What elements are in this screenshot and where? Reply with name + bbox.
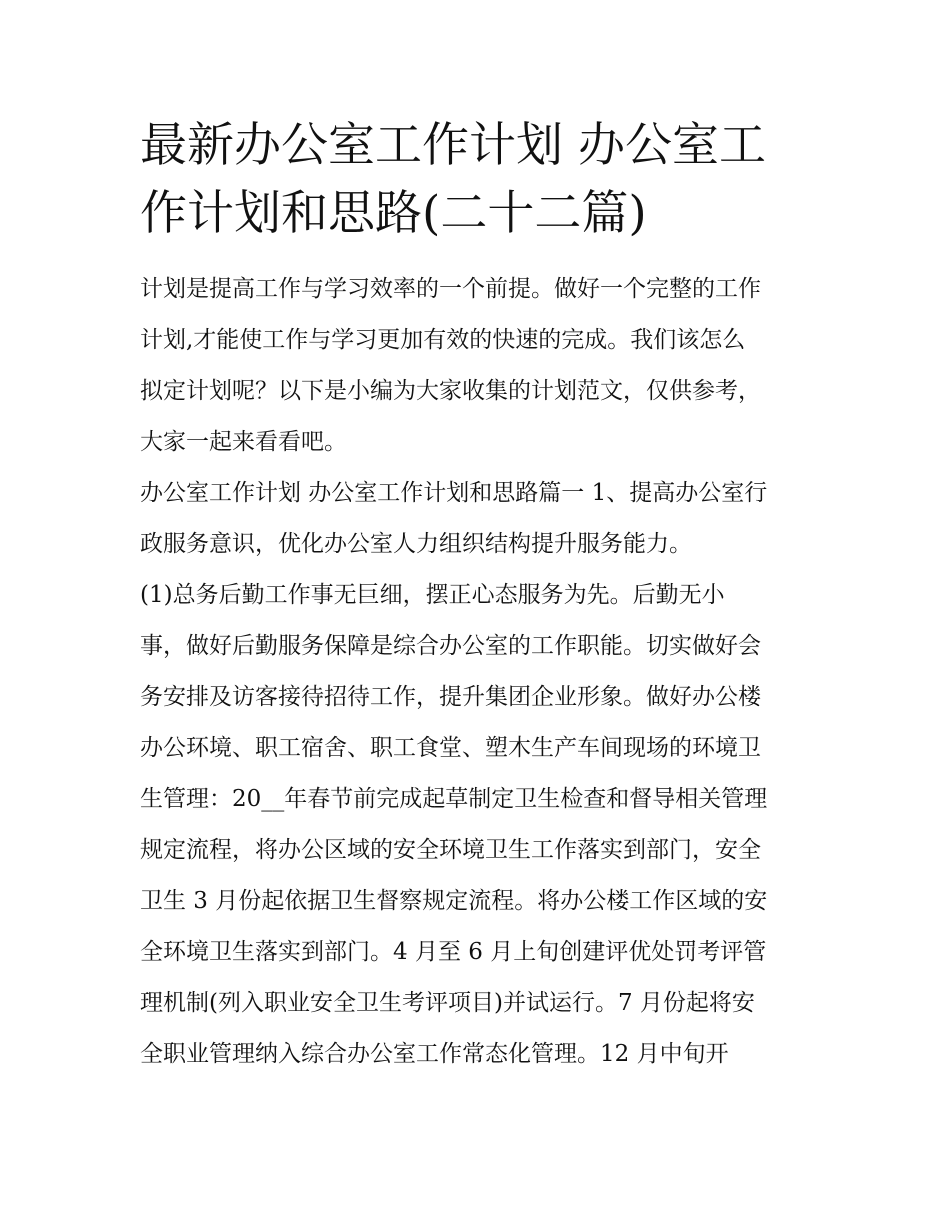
text-line: 卫生 3 月份起依据卫生督察规定流程。将办公楼工作区域的安: [140, 888, 768, 914]
title-line: 作计划和思路(二十二篇): [140, 186, 647, 241]
document-page: [140, 112, 812, 1080]
text-line: 全职业管理纳入综合办公室工作常态化管理。12 月中旬开: [140, 1041, 729, 1067]
text-line: 政服务意识，优化办公室人力组织结构提升服务能力。: [140, 531, 692, 557]
text-line: 务安排及访客接待招待工作，提升集团企业形象。做好办公楼: [140, 684, 761, 710]
text-line: 生管理：20__年春节前完成起草制定卫生检查和督导相关管理: [140, 786, 768, 812]
document-title: [140, 112, 812, 248]
text-line: 计划,才能使工作与学习更加有效的快速的完成。我们该怎么: [140, 327, 746, 353]
text-line: 理机制(列入职业安全卫生考评项目)并试运行。7 月份起将安: [140, 990, 755, 1016]
body-paragraph: [140, 570, 812, 1080]
text-line: 办公室工作计划 办公室工作计划和思路篇一 1、提高办公室行: [140, 480, 768, 506]
title-line: 最新办公室工作计划 办公室工: [140, 118, 766, 173]
text-line: 事，做好后勤服务保障是综合办公室的工作职能。切实做好会: [140, 633, 761, 659]
text-line: 大家一起来看看吧。: [140, 429, 347, 455]
text-line: (1)总务后勤工作事无巨细，摆正心态服务为先。后勤无小: [140, 582, 725, 608]
text-line: 规定流程，将办公区域的安全环境卫生工作落实到部门，安全: [140, 837, 761, 863]
text-line: 全环境卫生落实到部门。4 月至 6 月上旬创建评优处罚考评管: [140, 939, 767, 965]
intro-paragraph: [140, 264, 812, 468]
section-heading-paragraph: [140, 468, 812, 570]
text-line: 办公环境、职工宿舍、职工食堂、塑木生产车间现场的环境卫: [140, 735, 761, 761]
text-line: 计划是提高工作与学习效率的一个前提。做好一个完整的工作: [140, 276, 761, 302]
document-body: [140, 264, 812, 1080]
text-line: 拟定计划呢？以下是小编为大家收集的计划范文，仅供参考，: [140, 378, 761, 404]
